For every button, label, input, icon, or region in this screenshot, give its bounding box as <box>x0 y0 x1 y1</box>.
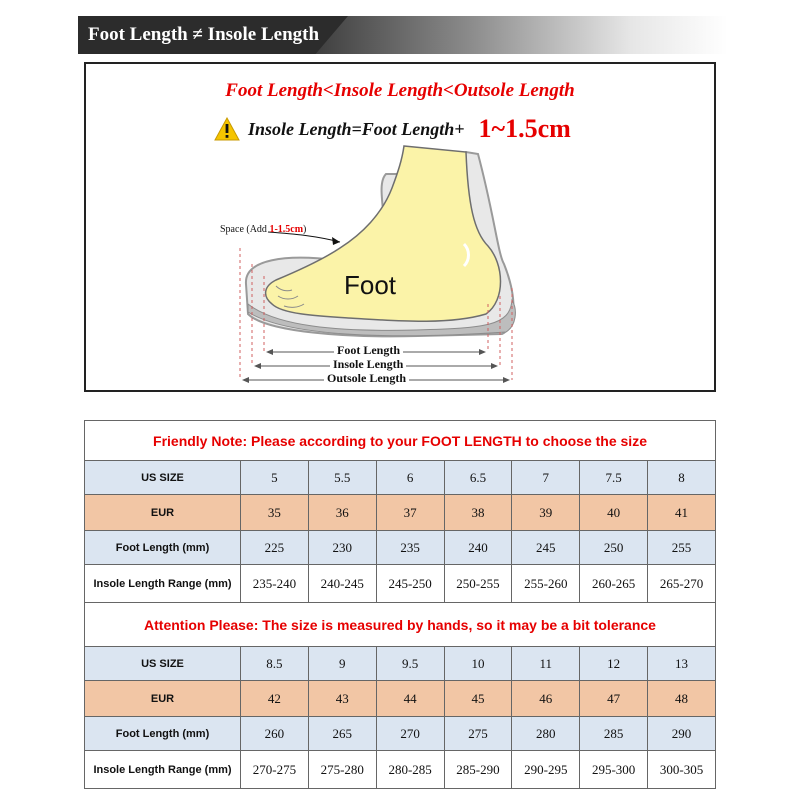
size-cell: 43 <box>308 681 376 717</box>
size-cell: 41 <box>648 495 716 531</box>
size-cell: 10 <box>444 647 512 681</box>
size-cell: 37 <box>376 495 444 531</box>
size-cell: 46 <box>512 681 580 717</box>
size-cell: 9.5 <box>376 647 444 681</box>
foot-length-label: Foot Length <box>334 343 403 358</box>
size-cell: 6 <box>376 461 444 495</box>
size-cell: 270 <box>376 717 444 751</box>
insole-range-row-label: Insole Length Range (mm) <box>85 751 241 789</box>
size-cell: 9 <box>308 647 376 681</box>
size-cell: 250-255 <box>444 565 512 603</box>
size-cell: 8 <box>648 461 716 495</box>
foot-length-row-label: Foot Length (mm) <box>85 531 241 565</box>
shoe-foot-illustration <box>86 64 714 390</box>
size-cell: 290 <box>648 717 716 751</box>
page-title: Foot Length ≠ Insole Length <box>88 24 320 45</box>
foot-length-row-label: Foot Length (mm) <box>85 717 241 751</box>
warning-range: 1~1.5cm <box>478 114 571 143</box>
size-cell: 12 <box>580 647 648 681</box>
size-cell: 8.5 <box>241 647 309 681</box>
size-cell: 36 <box>308 495 376 531</box>
size-cell: 240-245 <box>308 565 376 603</box>
size-cell: 48 <box>648 681 716 717</box>
insole-length-label: Insole Length <box>330 357 406 372</box>
size-cell: 6.5 <box>444 461 512 495</box>
header-bar <box>78 16 728 54</box>
size-table-2 <box>84 602 716 789</box>
table-row <box>85 461 716 495</box>
size-table-1 <box>84 420 716 603</box>
us-size-label: US SIZE <box>85 647 241 681</box>
size-cell: 255-260 <box>512 565 580 603</box>
us-size-label: US SIZE <box>85 461 241 495</box>
size-cell: 290-295 <box>512 751 580 789</box>
size-cell: 240 <box>444 531 512 565</box>
size-cell: 245 <box>512 531 580 565</box>
size-cell: 280-285 <box>376 751 444 789</box>
size-cell: 245-250 <box>376 565 444 603</box>
size-cell: 285 <box>580 717 648 751</box>
table-row <box>85 751 716 789</box>
size-cell: 270-275 <box>241 751 309 789</box>
size-cell: 42 <box>241 681 309 717</box>
size-cell: 45 <box>444 681 512 717</box>
size-cell: 38 <box>444 495 512 531</box>
size-cell: 40 <box>580 495 648 531</box>
foot-label: Foot <box>344 270 397 300</box>
size-cell: 260 <box>241 717 309 751</box>
size-cell: 225 <box>241 531 309 565</box>
foot-length-diagram <box>84 62 716 392</box>
size-cell: 47 <box>580 681 648 717</box>
diagram-title: Foot Length<Insole Length<Outsole Length <box>225 80 575 101</box>
size-cell: 35 <box>241 495 309 531</box>
size-cell: 265-270 <box>648 565 716 603</box>
size-cell: 7.5 <box>580 461 648 495</box>
size-cell: 13 <box>648 647 716 681</box>
size-cell: 235-240 <box>241 565 309 603</box>
warning-text: Insole Length=Foot Length+ <box>248 118 465 139</box>
size-cell: 300-305 <box>648 751 716 789</box>
table-row <box>85 495 716 531</box>
size-cell: 295-300 <box>580 751 648 789</box>
table-row <box>85 717 716 751</box>
size-cell: 44 <box>376 681 444 717</box>
table-row <box>85 565 716 603</box>
size-cell: 235 <box>376 531 444 565</box>
size-cell: 255 <box>648 531 716 565</box>
size-cell: 280 <box>512 717 580 751</box>
size-cell: 260-265 <box>580 565 648 603</box>
size-cell: 7 <box>512 461 580 495</box>
size-cell: 275 <box>444 717 512 751</box>
size-cell: 265 <box>308 717 376 751</box>
outsole-length-label: Outsole Length <box>324 371 409 386</box>
size-cell: 5.5 <box>308 461 376 495</box>
table-row <box>85 647 716 681</box>
attention-note: Attention Please: The size is measured by hands, so it may be a bit tolerance <box>85 603 716 647</box>
eur-label: EUR <box>85 681 241 717</box>
size-cell: 275-280 <box>308 751 376 789</box>
size-cell: 230 <box>308 531 376 565</box>
size-cell: 250 <box>580 531 648 565</box>
table-row <box>85 681 716 717</box>
size-cell: 285-290 <box>444 751 512 789</box>
eur-label: EUR <box>85 495 241 531</box>
friendly-note: Friendly Note: Please according to your FOOT LENGTH to choose the size <box>85 421 716 461</box>
space-label: Space (Add 1-1.5cm) <box>220 224 307 235</box>
table-row <box>85 531 716 565</box>
size-cell: 39 <box>512 495 580 531</box>
size-cell: 11 <box>512 647 580 681</box>
insole-range-row-label: Insole Length Range (mm) <box>85 565 241 603</box>
size-cell: 5 <box>241 461 309 495</box>
